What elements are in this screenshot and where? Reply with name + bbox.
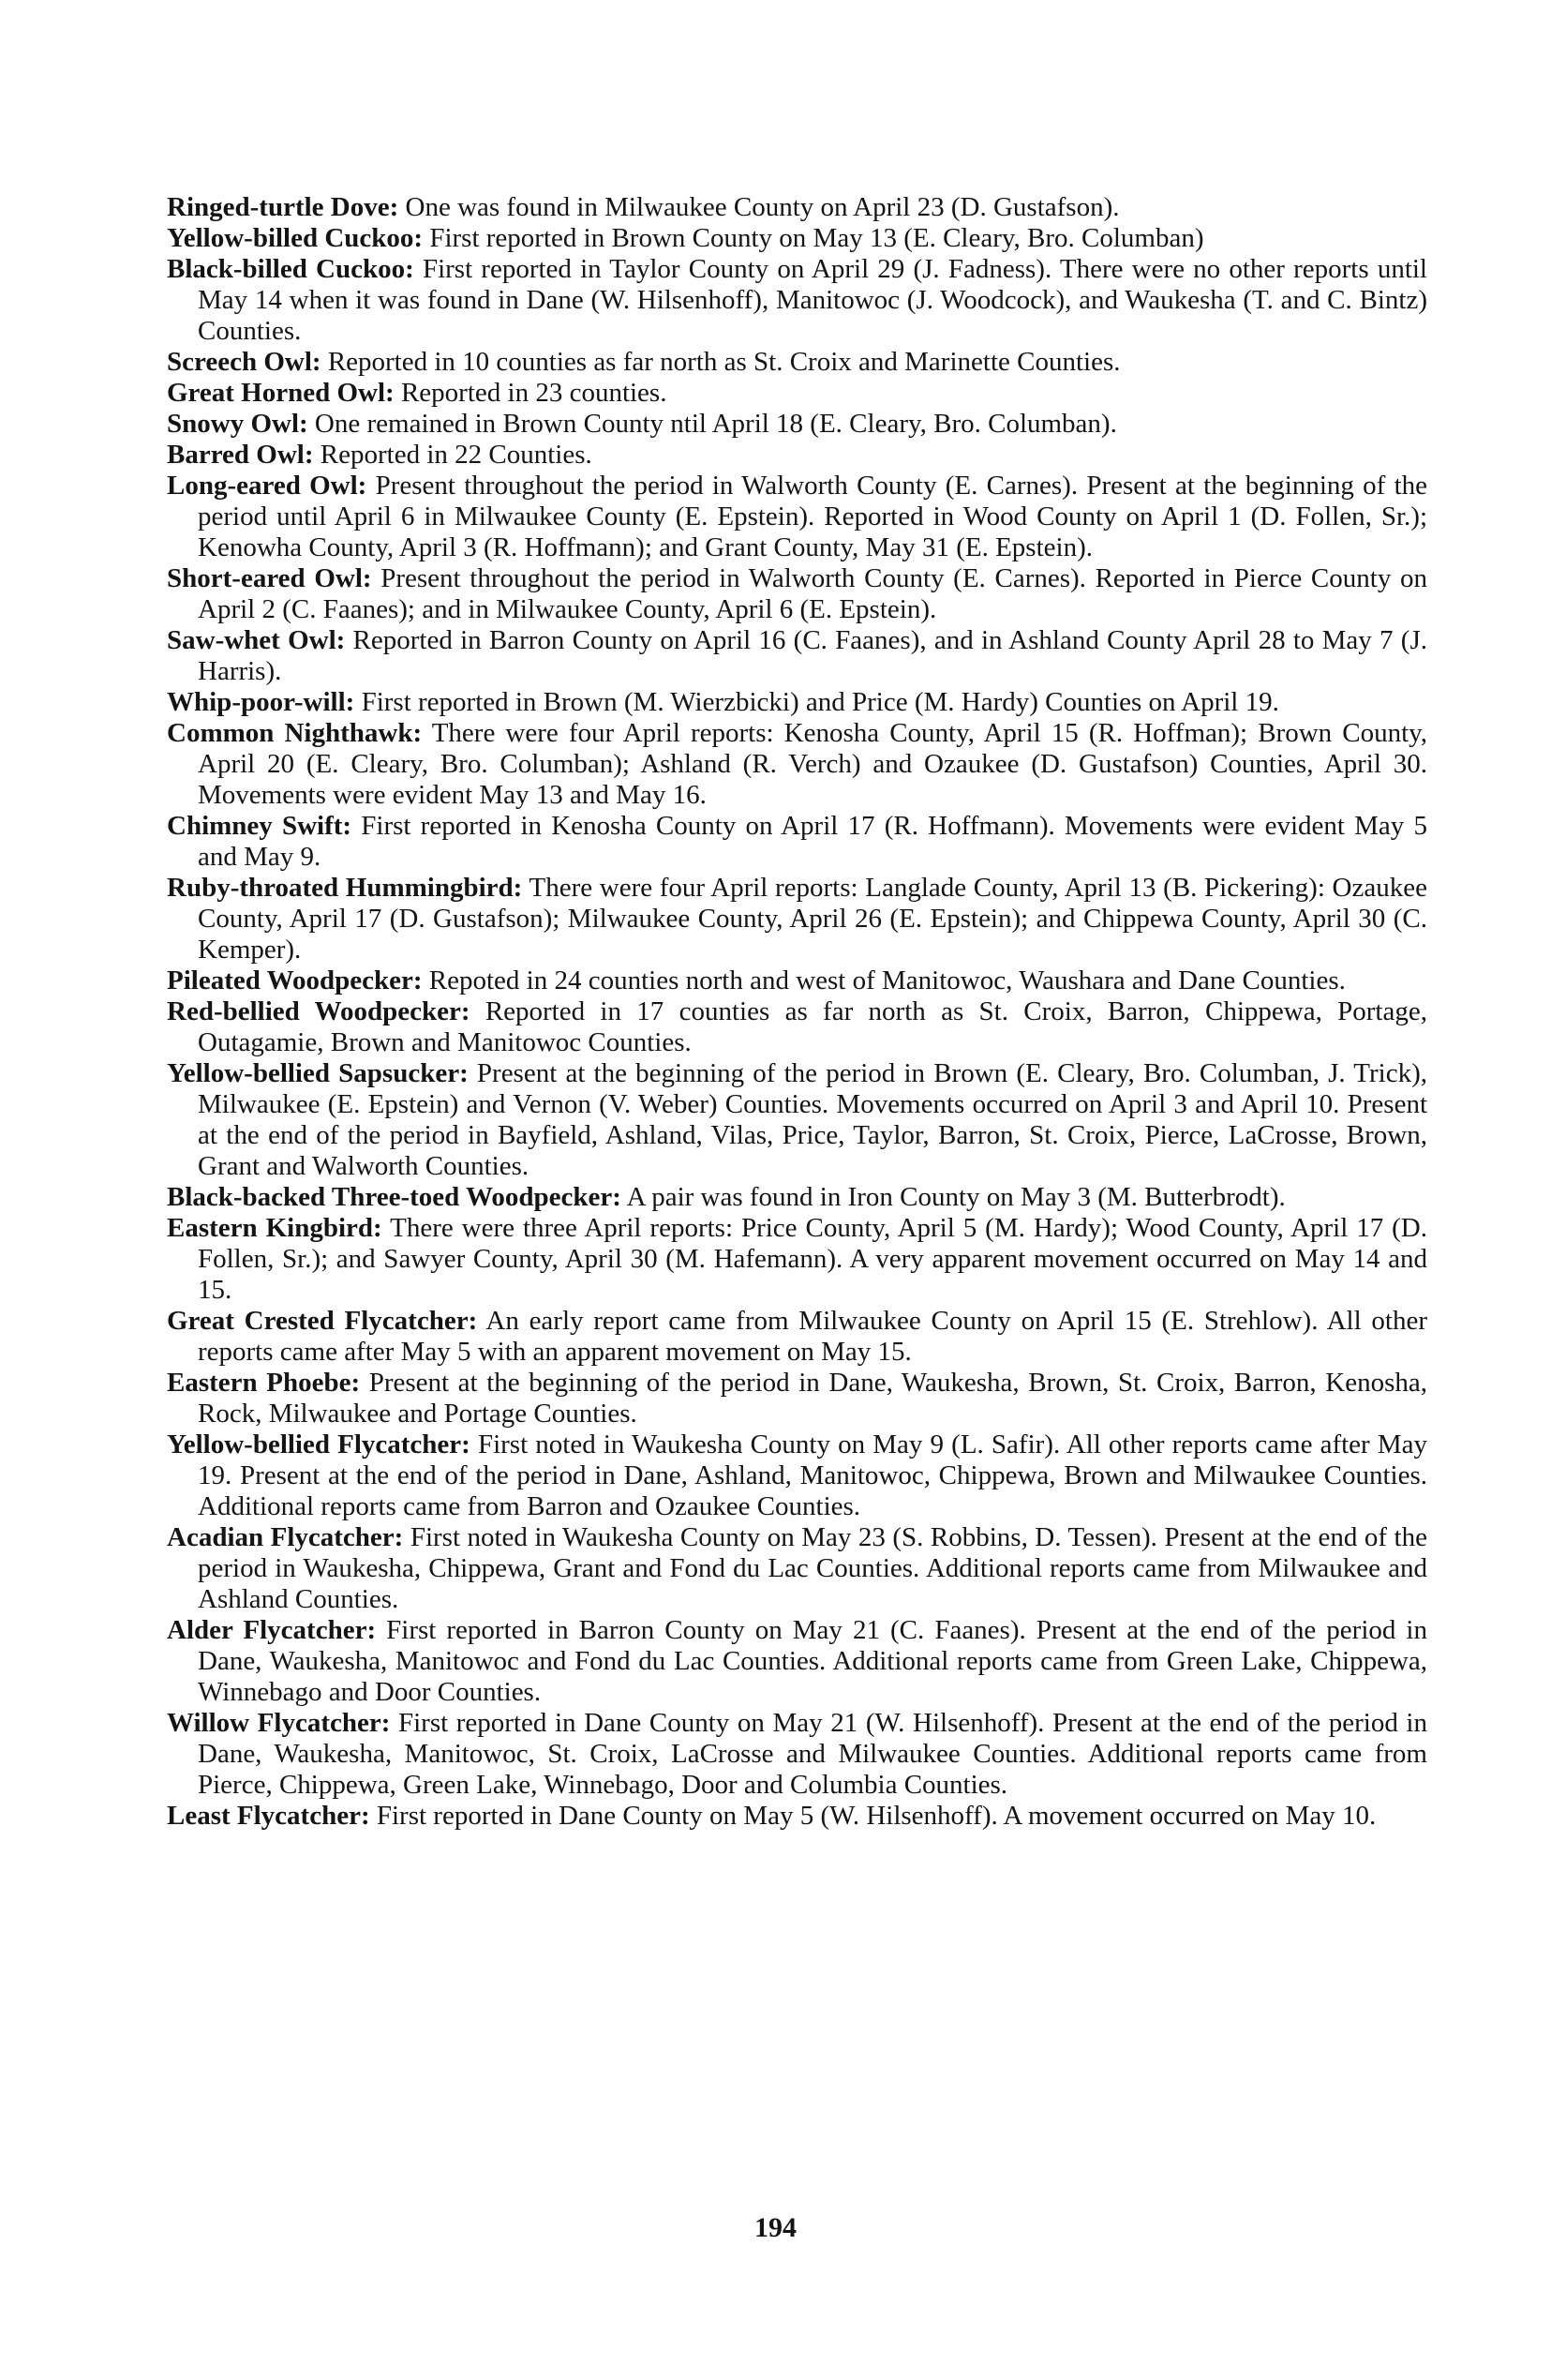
- species-entry: [167, 192, 1427, 223]
- species-name: Chimney Swift:: [167, 811, 352, 841]
- entry-text: Repoted in 24 counties north and west of Manitowoc, Waushara and Dane Counties.: [422, 965, 1346, 995]
- entry-text: There were four April reports: Langlade County, April 13 (B. Pickering): Ozaukee County, April 17 (D. Gustafson); Milwaukee County, April 26 (E. Epstein); and Chippewa County, April 30 (C. Kemper).: [198, 873, 1427, 965]
- species-name: Eastern Kingbird:: [167, 1213, 382, 1243]
- species-entry: [167, 1615, 1427, 1708]
- species-entry: [167, 347, 1427, 378]
- entry-text: Present throughout the period in Walworth County (E. Carnes). Reported in Pierce County on April 2 (C. Faanes); and in Milwaukee County, April 6 (E. Epstein).: [198, 563, 1427, 624]
- species-entry: [167, 873, 1427, 965]
- species-name: Short-eared Owl:: [167, 563, 372, 593]
- entry-text: An early report came from Milwaukee County on April 15 (E. Strehlow). All other reports came after May 5 with an apparent movement on May 15.: [198, 1306, 1427, 1367]
- species-entry: [167, 471, 1427, 563]
- entry-text: First noted in Waukesha County on May 9 (L. Safir). All other reports came after May 19. Present at the end of the period in Dane, Ashland, Manitowoc, Chippewa, Brown and Milwaukee Counties. Additional reports came from Barron and Ozaukee Counties.: [198, 1429, 1428, 1521]
- entry-text: Present at the beginning of the period in Brown (E. Cleary, Bro. Columban, J. Trick), Milwaukee (E. Epstein) and Vernon (V. Weber) Counties. Movements occurred on April 3 and April 10. Present at the end of the period in Bayfield, Ashland, Vilas, Price, Taylor, Barron, St. Croix, Pierce, LaCrosse, Brown, Grant and Walworth Counties.: [198, 1058, 1427, 1181]
- species-name: Yellow-bellied Sapsucker:: [167, 1058, 469, 1088]
- page-number: 194: [754, 2212, 797, 2243]
- species-name: Great Horned Owl:: [167, 378, 395, 408]
- species-entry: [167, 1429, 1427, 1522]
- entry-text: One remained in Brown County ntil April 18 (E. Cleary, Bro. Columban).: [307, 409, 1117, 439]
- species-entry: [167, 811, 1427, 873]
- species-entry: [167, 563, 1427, 625]
- species-name: Eastern Phoebe:: [167, 1368, 361, 1398]
- species-name: Ringed-turtle Dove:: [167, 192, 399, 222]
- entry-text: There were four April reports: Kenosha County, April 15 (R. Hoffman); Brown County, April 20 (E. Cleary, Bro. Columban); Ashland (R. Verch) and Ozaukee (D. Gustafson) Counties, April 30. Movements were evident May 13 and May 16.: [198, 718, 1427, 810]
- species-name: Long-eared Owl:: [167, 471, 367, 501]
- species-name: Black-billed Cuckoo:: [167, 254, 414, 284]
- entry-text: First reported in Dane County on May 5 (W. Hilsenhoff). A movement occurred on May 10.: [369, 1801, 1377, 1831]
- species-entry: [167, 1708, 1427, 1801]
- species-name: Snowy Owl:: [167, 409, 308, 439]
- species-entry: [167, 965, 1427, 996]
- species-entry: [167, 1213, 1427, 1306]
- species-entry: [167, 1058, 1427, 1182]
- species-name: Pileated Woodpecker:: [167, 965, 423, 995]
- entry-text: First reported in Kenosha County on April 17 (R. Hoffmann). Movements were evident May 5 and May 9.: [198, 811, 1428, 872]
- species-entry: [167, 687, 1427, 718]
- species-name: Whip-poor-will:: [167, 687, 355, 717]
- species-entry: [167, 409, 1427, 440]
- species-entry: [167, 1182, 1427, 1213]
- species-name: Yellow-bellied Flycatcher:: [167, 1429, 470, 1459]
- species-entry: [167, 1522, 1427, 1615]
- species-entry: [167, 254, 1427, 347]
- entry-text: Reported in 22 Counties.: [313, 440, 592, 470]
- species-entry: [167, 223, 1427, 254]
- entry-text: First reported in Brown (M. Wierzbicki) and Price (M. Hardy) Counties on April 19.: [354, 687, 1279, 717]
- species-name: Great Crested Flycatcher:: [167, 1306, 478, 1336]
- species-name: Barred Owl:: [167, 440, 314, 470]
- entry-text: Reported in 17 counties as far north as St. Croix, Barron, Chippewa, Portage, Outagamie, Brown and Manitowoc Counties.: [198, 996, 1427, 1057]
- species-entry: [167, 1306, 1427, 1368]
- species-entry: [167, 1801, 1427, 1832]
- species-name: Saw-whet Owl:: [167, 625, 346, 655]
- species-name: Alder Flycatcher:: [167, 1615, 377, 1645]
- entry-text: There were three April reports: Price County, April 5 (M. Hardy); Wood County, April 17 (D. Follen, Sr.); and Sawyer County, April 30 (M. Hafemann). A very apparent movement occurred on May 14 and 15.: [198, 1213, 1427, 1305]
- entry-text: A pair was found in Iron County on May 3 (M. Butterbrodt).: [620, 1182, 1286, 1212]
- article-body: [167, 192, 1427, 1832]
- species-name: Yellow-billed Cuckoo:: [167, 223, 424, 253]
- entry-text: Reported in 10 counties as far north as St. Croix and Marinette Counties.: [321, 347, 1121, 377]
- species-name: Ruby-throated Hummingbird:: [167, 873, 523, 903]
- entry-text: First reported in Dane County on May 21 (W. Hilsenhoff). Present at the end of the period in Dane, Waukesha, Manitowoc, St. Croix, LaCrosse and Milwaukee Counties. Additional reports came from Pierce, Chippewa, Green Lake, Winnebago, Door and Columbia Counties.: [198, 1708, 1427, 1800]
- species-name: Willow Flycatcher:: [167, 1708, 391, 1738]
- entry-text: One was found in Milwaukee County on April 23 (D. Gustafson).: [398, 192, 1120, 222]
- species-name: Black-backed Three-toed Woodpecker:: [167, 1182, 621, 1212]
- species-name: Least Flycatcher:: [167, 1801, 370, 1831]
- species-entry: [167, 718, 1427, 811]
- entry-text: First reported in Barron County on May 21 (C. Faanes). Present at the end of the period in Dane, Waukesha, Manitowoc and Fond du Lac Counties. Additional reports came from Green Lake, Chippewa, Winnebago and Door Counties.: [198, 1615, 1427, 1707]
- species-entry: [167, 996, 1427, 1058]
- species-entry: [167, 378, 1427, 409]
- entry-text: First reported in Taylor County on April 29 (J. Fadness). There were no other reports until May 14 when it was found in Dane (W. Hilsenhoff), Manitowoc (J. Woodcock), and Waukesha (T. and C. Bintz) Counties.: [198, 254, 1427, 346]
- species-name: Acadian Flycatcher:: [167, 1522, 404, 1552]
- species-name: Common Nighthawk:: [167, 718, 423, 748]
- species-entry: [167, 440, 1427, 471]
- species-entry: [167, 1368, 1427, 1429]
- entry-text: Present at the beginning of the period in Dane, Waukesha, Brown, St. Croix, Barron, Kenosha, Rock, Milwaukee and Portage Counties.: [198, 1368, 1427, 1429]
- entry-text: Reported in 23 counties.: [394, 378, 667, 408]
- species-entry: [167, 625, 1427, 687]
- entry-text: First noted in Waukesha County on May 23 (S. Robbins, D. Tessen). Present at the end of the period in Waukesha, Chippewa, Grant and Fond du Lac Counties. Additional reports came from Milwaukee and Ashland Counties.: [198, 1522, 1427, 1614]
- entry-text: First reported in Brown County on May 13 (E. Cleary, Bro. Columban): [423, 223, 1204, 253]
- entry-text: Present throughout the period in Walworth County (E. Carnes). Present at the beginning of the period until April 6 in Milwaukee County (E. Epstein). Reported in Wood County on April 1 (D. Follen, Sr.); Kenowha County, April 3 (R. Hoffmann); and Grant County, May 31 (E. Epstein).: [198, 471, 1428, 562]
- entry-text: Reported in Barron County on April 16 (C. Faanes), and in Ashland County April 28 to May 7 (J. Harris).: [198, 625, 1427, 686]
- species-name: Red-bellied Woodpecker:: [167, 996, 470, 1026]
- species-name: Screech Owl:: [167, 347, 321, 377]
